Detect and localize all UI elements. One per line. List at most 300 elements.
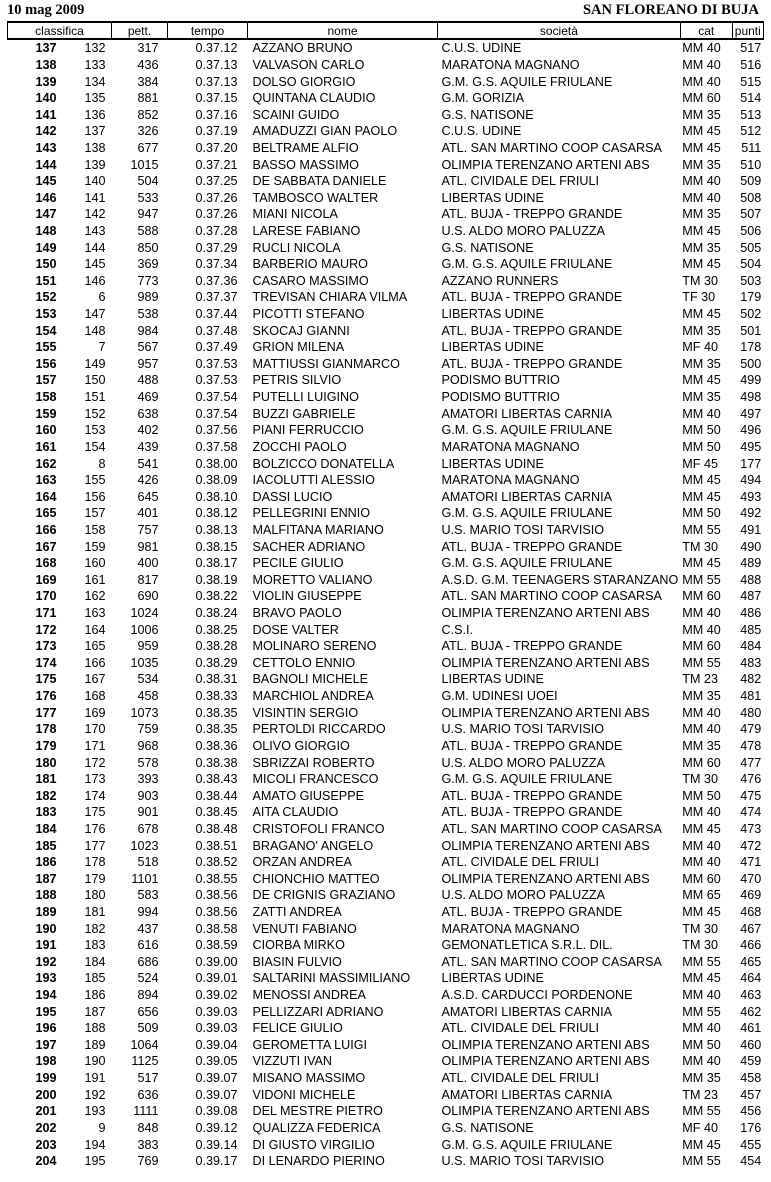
cell-overall-rank: 177 [35, 705, 57, 720]
cell-overall-rank: 156 [35, 356, 57, 371]
cell-category: MM 60 [682, 589, 721, 604]
cell-name: MALFITANA MARIANO [252, 522, 384, 537]
cell-name: PECILE GIULIO [252, 556, 344, 571]
cell-bib: 384 [137, 74, 159, 89]
cell-category: TM 23 [682, 672, 718, 687]
cell-category-rank: 180 [84, 888, 106, 903]
cell-name: MARCHIOL ANDREA [252, 689, 374, 704]
cell-overall-rank: 199 [35, 1071, 57, 1086]
cell-time: 0.38.29 [195, 655, 238, 670]
cell-category: MF 45 [682, 456, 718, 471]
cell-category: MM 40 [682, 855, 721, 870]
cell-overall-rank: 168 [35, 556, 57, 571]
cell-category-rank: 147 [84, 307, 106, 322]
cell-bib: 317 [137, 41, 159, 56]
cell-name: BIASIN FULVIO [252, 954, 342, 969]
cell-category: MM 60 [682, 639, 721, 654]
cell-club: G.M. UDINESI UOEI [441, 689, 558, 704]
table-row [8, 738, 764, 755]
table-row [8, 821, 764, 838]
table-row [8, 422, 764, 439]
cell-category: MM 35 [682, 689, 721, 704]
cell-club: LIBERTAS UDINE [441, 456, 544, 471]
cell-club: ATL. BUJA - TREPPO GRANDE [441, 805, 623, 820]
cell-time: 0.37.21 [195, 157, 238, 172]
cell-club: OLIMPIA TERENZANO ARTENI ABS [441, 705, 650, 720]
cell-category: MM 60 [682, 755, 721, 770]
cell-time: 0.38.44 [195, 788, 238, 803]
cell-bib: 393 [137, 772, 159, 787]
cell-club: OLIMPIA TERENZANO ARTENI ABS [441, 838, 650, 853]
cell-points: 506 [740, 224, 762, 238]
cell-time: 0.39.02 [195, 988, 238, 1003]
cell-name: BOLZICCO DONATELLA [252, 456, 395, 471]
table-row [8, 771, 764, 788]
table-header-row [8, 22, 764, 39]
cell-bib: 656 [137, 1004, 159, 1019]
cell-category: MM 45 [682, 373, 721, 388]
cell-category-rank: 176 [84, 821, 106, 836]
cell-category: MM 55 [682, 954, 721, 969]
cell-overall-rank: 179 [35, 738, 57, 753]
cell-category-rank: 134 [84, 74, 106, 89]
cell-name: MENOSSI ANDREA [252, 988, 366, 1003]
table-row [8, 239, 764, 256]
cell-club: ATL. BUJA - TREPPO GRANDE [441, 788, 623, 803]
cell-club: ATL. SAN MARTINO COOP CASARSA [441, 589, 662, 604]
cell-bib: 426 [137, 473, 159, 488]
table-row [8, 522, 764, 539]
cell-overall-rank: 163 [35, 473, 57, 488]
table-row [8, 455, 764, 472]
cell-category-rank: 162 [84, 589, 106, 604]
cell-name: BAGNOLI MICHELE [252, 672, 368, 687]
cell-club: A.S.D. CARDUCCI PORDENONE [441, 988, 633, 1003]
cell-club: ATL. BUJA - TREPPO GRANDE [441, 904, 623, 919]
cell-points: 501 [740, 323, 762, 338]
cell-club: LIBERTAS UDINE [441, 307, 544, 322]
cell-name: VIZZUTI IVAN [252, 1054, 333, 1069]
race-date: 10 mag 2009 [7, 2, 85, 18]
table-row [8, 57, 764, 74]
cell-category-rank: 167 [84, 672, 106, 687]
cell-category-rank: 195 [84, 1154, 106, 1169]
cell-name: PERTOLDI RICCARDO [252, 722, 386, 737]
cell-name: SCAINI GUIDO [252, 107, 340, 122]
cell-club: G.S. NATISONE [441, 1120, 534, 1135]
table-row [8, 73, 764, 90]
cell-bib: 968 [137, 738, 159, 753]
cell-category: MM 35 [682, 356, 721, 371]
table-row [8, 655, 764, 672]
cell-category: MM 40 [682, 406, 721, 421]
cell-time: 0.39.04 [195, 1037, 238, 1052]
cell-category-rank: 132 [84, 41, 106, 56]
cell-time: 0.39.12 [195, 1120, 238, 1135]
cell-category: MM 35 [682, 738, 721, 753]
cell-category: MM 60 [682, 91, 721, 106]
cell-category-rank: 166 [84, 655, 106, 670]
table-row [8, 389, 764, 406]
cell-category: MM 40 [682, 174, 721, 189]
cell-points: 510 [740, 157, 762, 172]
cell-bib: 488 [137, 373, 159, 388]
table-row [8, 538, 764, 555]
cell-overall-rank: 192 [35, 954, 57, 969]
cell-overall-rank: 146 [35, 190, 57, 205]
cell-category-rank: 190 [84, 1054, 106, 1069]
cell-category: MM 35 [682, 1071, 721, 1086]
cell-club: ATL. CIVIDALE DEL FRIULI [441, 1021, 599, 1036]
table-row [8, 405, 764, 422]
cell-overall-rank: 188 [35, 888, 57, 903]
cell-points: 466 [740, 938, 762, 953]
cell-name: MIANI NICOLA [252, 207, 338, 222]
cell-bib: 517 [137, 1071, 159, 1086]
cell-points: 481 [740, 689, 762, 704]
cell-bib: 583 [137, 888, 159, 903]
cell-points: 516 [740, 57, 762, 72]
cell-category-rank: 146 [84, 273, 106, 288]
cell-category-rank: 137 [84, 124, 106, 139]
cell-category: MM 45 [682, 1137, 721, 1152]
cell-category-rank: 157 [84, 506, 106, 521]
cell-category: MM 50 [682, 788, 721, 803]
table-row [8, 588, 764, 605]
cell-category-rank: 187 [84, 1004, 106, 1019]
cell-time: 0.37.12 [195, 41, 238, 56]
cell-points: 487 [740, 589, 762, 604]
cell-bib: 437 [137, 921, 159, 936]
cell-category: TM 30 [682, 273, 718, 288]
cell-category-rank: 152 [84, 406, 106, 421]
cell-name: BRAGANO' ANGELO [252, 838, 374, 853]
cell-name: BELTRAME ALFIO [252, 140, 359, 155]
cell-points: 486 [740, 606, 762, 621]
table-row [8, 1086, 764, 1103]
cell-bib: 1015 [130, 157, 159, 172]
cell-overall-rank: 148 [35, 224, 57, 238]
cell-overall-rank: 174 [35, 655, 57, 670]
table-row [8, 439, 764, 456]
cell-overall-rank: 204 [35, 1154, 57, 1169]
cell-time: 0.37.37 [195, 290, 238, 305]
cell-time: 0.38.35 [195, 705, 238, 720]
cell-category-rank: 144 [84, 240, 106, 255]
cell-time: 0.37.20 [195, 140, 238, 155]
cell-overall-rank: 158 [35, 390, 57, 405]
cell-time: 0.38.12 [195, 506, 238, 521]
cell-name: ORZAN ANDREA [252, 855, 352, 870]
cell-category-rank: 135 [84, 91, 106, 106]
cell-category-rank: 143 [84, 224, 106, 238]
cell-name: DE SABBATA DANIELE [252, 174, 387, 189]
cell-bib: 989 [137, 290, 159, 305]
cell-name: CETTOLO ENNIO [252, 655, 356, 670]
cell-points: 480 [740, 705, 762, 720]
cell-bib: 852 [137, 107, 159, 122]
cell-bib: 1101 [131, 871, 159, 886]
cell-overall-rank: 169 [35, 572, 57, 587]
cell-time: 0.37.58 [195, 439, 238, 454]
cell-points: 502 [740, 307, 762, 322]
cell-category-rank: 138 [84, 140, 106, 155]
cell-points: 507 [740, 207, 762, 222]
cell-points: 497 [740, 406, 762, 421]
cell-name: CRISTOFOLI FRANCO [252, 821, 385, 836]
cell-name: DI GIUSTO VIRGILIO [252, 1137, 375, 1152]
cell-overall-rank: 153 [35, 307, 57, 322]
cell-overall-rank: 137 [35, 41, 57, 56]
cell-points: 476 [740, 772, 762, 787]
table-row [8, 223, 764, 240]
cell-category: MM 50 [682, 506, 721, 521]
cell-overall-rank: 201 [35, 1104, 57, 1119]
cell-name: DASSI LUCIO [252, 489, 333, 504]
cell-category: TM 30 [682, 772, 718, 787]
cell-overall-rank: 190 [35, 921, 57, 936]
header-pett: pett. [112, 22, 168, 39]
cell-name: DI LENARDO PIERINO [252, 1154, 385, 1169]
table-row [8, 854, 764, 871]
table-row [8, 987, 764, 1004]
cell-time: 0.38.22 [195, 589, 238, 604]
cell-points: 475 [740, 788, 762, 803]
cell-points: 469 [740, 888, 762, 903]
table-row [8, 273, 764, 290]
cell-time: 0.37.53 [195, 356, 238, 371]
cell-bib: 959 [137, 639, 159, 654]
cell-name: MICOLI FRANCESCO [252, 772, 379, 787]
cell-name: VENUTI FABIANO [252, 921, 357, 936]
cell-points: 456 [740, 1104, 762, 1119]
cell-name: DE CRIGNIS GRAZIANO [252, 888, 396, 903]
cell-name: PUTELLI LUIGINO [252, 390, 359, 405]
cell-name: MATTIUSSI GIANMARCO [252, 356, 400, 371]
cell-name: MORETTO VALIANO [252, 572, 373, 587]
cell-time: 0.37.26 [195, 207, 238, 222]
cell-points: 464 [740, 971, 762, 986]
cell-overall-rank: 140 [35, 91, 57, 106]
cell-club: OLIMPIA TERENZANO ARTENI ABS [441, 1037, 650, 1052]
cell-name: OLIVO GIORGIO [252, 738, 350, 753]
cell-bib: 469 [137, 390, 159, 405]
table-row [8, 572, 764, 589]
cell-points: 463 [740, 988, 762, 1003]
header-tempo: tempo [168, 22, 248, 39]
cell-time: 0.37.13 [195, 57, 238, 72]
cell-bib: 1035 [130, 655, 159, 670]
cell-time: 0.38.36 [195, 738, 238, 753]
cell-points: 462 [740, 1004, 762, 1019]
header-classifica: classifica [8, 22, 112, 39]
cell-club: G.M. G.S. AQUILE FRIULANE [441, 772, 613, 787]
cell-name: VIOLIN GIUSEPPE [252, 589, 362, 604]
cell-bib: 901 [137, 805, 159, 820]
table-row [8, 671, 764, 688]
cell-category: MM 45 [682, 473, 721, 488]
cell-overall-rank: 166 [35, 522, 57, 537]
cell-time: 0.38.17 [195, 556, 238, 571]
cell-overall-rank: 196 [35, 1021, 57, 1036]
cell-bib: 677 [137, 140, 159, 155]
cell-overall-rank: 183 [35, 805, 57, 820]
cell-overall-rank: 195 [35, 1004, 57, 1019]
cell-club: MARATONA MAGNANO [441, 473, 580, 488]
table-row [8, 1136, 764, 1153]
cell-points: 178 [740, 340, 762, 355]
cell-category-rank: 175 [84, 805, 106, 820]
cell-name: RUCLI NICOLA [252, 240, 341, 255]
cell-overall-rank: 147 [35, 207, 57, 222]
cell-category-rank: 145 [84, 257, 106, 272]
cell-points: 468 [740, 904, 762, 919]
cell-time: 0.38.56 [195, 888, 238, 903]
cell-points: 474 [740, 805, 762, 820]
cell-category-rank: 140 [84, 174, 106, 189]
cell-overall-rank: 194 [35, 988, 57, 1003]
cell-overall-rank: 149 [35, 240, 57, 255]
table-row [8, 1153, 764, 1170]
cell-bib: 881 [137, 91, 159, 106]
cell-overall-rank: 151 [35, 273, 57, 288]
cell-points: 499 [740, 373, 762, 388]
cell-time: 0.37.26 [195, 190, 238, 205]
cell-category: MM 35 [682, 107, 721, 122]
cell-category-rank: 164 [84, 622, 106, 637]
cell-club: LIBERTAS UDINE [441, 672, 544, 687]
cell-club: ATL. BUJA - TREPPO GRANDE [441, 639, 623, 654]
cell-points: 483 [740, 655, 762, 670]
cell-time: 0.38.19 [195, 572, 238, 587]
cell-points: 460 [740, 1037, 762, 1052]
cell-club: OLIMPIA TERENZANO ARTENI ABS [441, 871, 650, 886]
cell-points: 490 [740, 539, 762, 554]
cell-club: ATL. BUJA - TREPPO GRANDE [441, 539, 623, 554]
cell-category: MM 40 [682, 1054, 721, 1069]
cell-club: LIBERTAS UDINE [441, 971, 544, 986]
cell-name: DOSE VALTER [252, 622, 339, 637]
cell-category: MM 65 [682, 888, 721, 903]
cell-name: MOLINARO SERENO [252, 639, 377, 654]
cell-category: MM 45 [682, 224, 721, 238]
cell-category-rank: 161 [84, 572, 106, 587]
cell-bib: 538 [137, 307, 159, 322]
cell-bib: 1073 [130, 705, 159, 720]
cell-overall-rank: 185 [35, 838, 57, 853]
cell-category-rank: 183 [84, 938, 106, 953]
cell-category-rank: 186 [84, 988, 106, 1003]
cell-bib: 773 [137, 273, 159, 288]
cell-overall-rank: 138 [35, 57, 57, 72]
table-row [8, 837, 764, 854]
cell-category: MM 45 [682, 140, 721, 155]
cell-time: 0.37.54 [195, 406, 238, 421]
cell-name: GRION MILENA [252, 340, 345, 355]
cell-category: TF 30 [682, 290, 716, 305]
cell-name: CASARO MASSIMO [252, 273, 369, 288]
cell-category: MM 35 [682, 240, 721, 255]
table-row [8, 804, 764, 821]
cell-time: 0.38.43 [195, 772, 238, 787]
cell-bib: 690 [137, 589, 159, 604]
cell-club: ATL. CIVIDALE DEL FRIULI [441, 174, 599, 189]
table-row [8, 621, 764, 638]
cell-points: 478 [740, 738, 762, 753]
cell-overall-rank: 173 [35, 639, 57, 654]
cell-points: 489 [740, 556, 762, 571]
cell-category: MM 45 [682, 307, 721, 322]
table-row [8, 156, 764, 173]
table-row [8, 1037, 764, 1054]
cell-club: U.S. ALDO MORO PALUZZA [441, 755, 606, 770]
cell-points: 495 [740, 439, 762, 454]
cell-name: GEROMETTA LUIGI [252, 1037, 368, 1052]
cell-name: PELLIZZARI ADRIANO [252, 1004, 384, 1019]
table-row [8, 189, 764, 206]
cell-points: 459 [740, 1054, 762, 1069]
cell-bib: 567 [137, 340, 159, 355]
cell-bib: 638 [137, 406, 159, 421]
table-row [8, 173, 764, 190]
cell-category: MM 40 [682, 705, 721, 720]
table-row [8, 505, 764, 522]
cell-club: AMATORI LIBERTAS CARNIA [441, 1087, 613, 1102]
cell-points: 458 [740, 1071, 762, 1086]
header-punti: punti [732, 22, 763, 39]
cell-category: TM 23 [682, 1087, 718, 1102]
cell-time: 0.37.53 [195, 373, 238, 388]
cell-overall-rank: 161 [35, 439, 57, 454]
table-row [8, 605, 764, 622]
cell-category: MM 55 [682, 1104, 721, 1119]
cell-club: OLIMPIA TERENZANO ARTENI ABS [441, 606, 650, 621]
cell-overall-rank: 191 [35, 938, 57, 953]
cell-category-rank: 178 [84, 855, 106, 870]
cell-points: 509 [740, 174, 762, 189]
table-row [8, 904, 764, 921]
cell-name: TAMBOSCO WALTER [252, 190, 379, 205]
cell-name: AMATO GIUSEPPE [252, 788, 365, 803]
table-row [8, 106, 764, 123]
cell-time: 0.39.14 [195, 1137, 238, 1152]
header-nome: nome [248, 22, 438, 39]
cell-category-rank: 168 [84, 689, 106, 704]
cell-category: MM 50 [682, 439, 721, 454]
cell-bib: 1064 [130, 1037, 159, 1052]
cell-name: ZOCCHI PAOLO [252, 439, 347, 454]
cell-category-rank: 189 [84, 1037, 106, 1052]
cell-overall-rank: 197 [35, 1037, 57, 1052]
cell-overall-rank: 181 [35, 772, 57, 787]
cell-overall-rank: 152 [35, 290, 57, 305]
table-row [8, 140, 764, 157]
table-row [8, 356, 764, 373]
cell-time: 0.38.09 [195, 473, 238, 488]
cell-overall-rank: 157 [35, 373, 57, 388]
cell-points: 503 [740, 273, 762, 288]
table-row [8, 870, 764, 887]
cell-club: LIBERTAS UDINE [441, 190, 544, 205]
cell-bib: 616 [137, 938, 159, 953]
race-location: SAN FLOREANO DI BUJA [582, 2, 759, 18]
cell-points: 455 [740, 1137, 762, 1152]
cell-name: SACHER ADRIANO [252, 539, 366, 554]
cell-overall-rank: 143 [35, 140, 57, 155]
cell-bib: 541 [137, 456, 159, 471]
cell-time: 0.39.07 [195, 1087, 238, 1102]
table-row [8, 704, 764, 721]
